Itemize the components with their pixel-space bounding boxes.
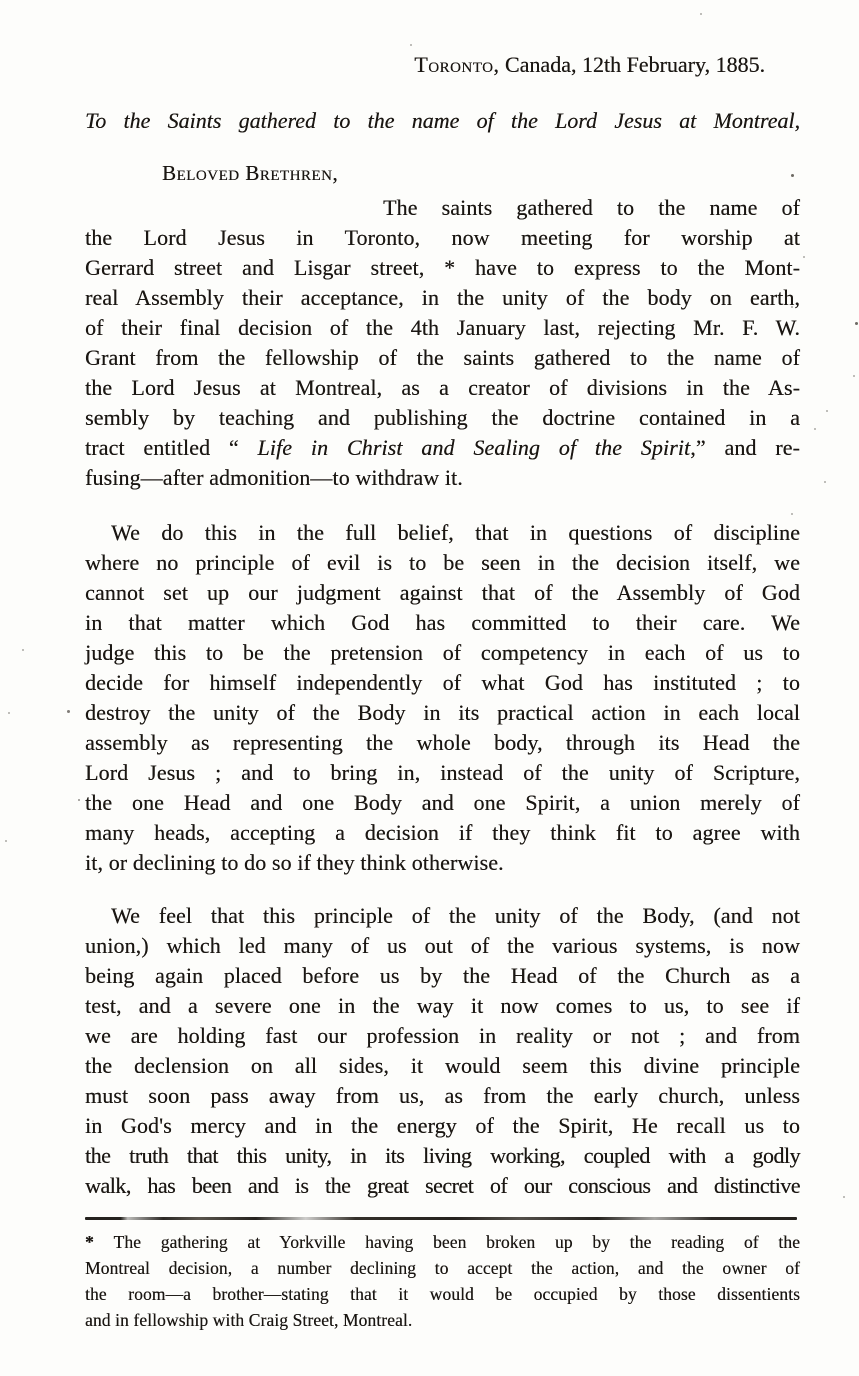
text-line — [85, 1111, 800, 1141]
text-segment: being again placed before us by the Head of the Church as a — [85, 963, 800, 988]
text-segment: we are holding fast our profession in reality or not ; and from — [85, 1023, 800, 1048]
text-segment: We do this in the full belief, that in questions of discipline — [111, 520, 800, 545]
dateline-date: Canada, 12th February, 1885. — [499, 52, 765, 77]
text-line — [85, 961, 800, 991]
text-line — [85, 1229, 800, 1255]
text-line — [85, 1021, 800, 1051]
text-segment: must soon pass away from us, as from the early church, unless — [85, 1083, 800, 1108]
text-segment: real Assembly their acceptance, in the unity of the body on earth, — [85, 285, 800, 310]
text-line — [85, 728, 800, 758]
text-segment: destroy the unity of the Body in its practical action in each local — [85, 700, 800, 725]
text-segment: Lord Jesus ; and to bring in, instead of the unity of Scripture, — [85, 760, 800, 785]
text-line — [85, 223, 800, 253]
italic-text: Life in Christ and Sealing of the Spirit — [257, 435, 691, 460]
text-line — [85, 1081, 800, 1111]
text-line — [85, 788, 800, 818]
text-segment: decide for himself independently of what God has instituted ; to — [85, 670, 800, 695]
text-segment: union,) which led many of us out of the various systems, is now — [85, 933, 800, 958]
text-segment: the truth that this unity, in its living working, coupled with a godly — [85, 1143, 800, 1168]
text-segment: it, or declining to do so if they think otherwise. — [85, 850, 504, 875]
text-line — [85, 848, 800, 878]
text-line — [85, 991, 800, 1021]
paragraph — [85, 518, 800, 878]
dateline — [85, 50, 800, 80]
text-segment: and in fellowship with Craig Street, Montreal. — [85, 1310, 413, 1330]
paragraph — [85, 901, 800, 1201]
paragraph — [85, 193, 800, 493]
text-segment: the room—a brother—stating that it would be occupied by those dissentients — [85, 1284, 800, 1304]
footnote-text — [85, 1229, 800, 1333]
text-segment: The saints gathered to the name of — [383, 195, 800, 220]
text-line — [85, 433, 800, 463]
text-line — [85, 638, 800, 668]
text-segment: in God's mercy and in the energy of the Spirit, He recall us to — [85, 1113, 800, 1138]
footnote-marker: * — [85, 1232, 114, 1252]
text-segment: the Lord Jesus at Montreal, as a creator of divisions in the As- — [85, 375, 800, 400]
text-segment: ,” and re- — [690, 435, 800, 460]
text-segment: where no principle of evil is to be seen in the decision itself, we — [85, 550, 800, 575]
text-segment: test, and a severe one in the way it now comes to us, to see if — [85, 993, 800, 1018]
text-line — [85, 608, 800, 638]
text-line — [85, 403, 800, 433]
text-segment: the Lord Jesus in Toronto, now meeting for worship at — [85, 225, 800, 250]
text-segment: Montreal decision, a number declining to accept the action, and the owner of — [85, 1258, 800, 1278]
text-line — [85, 1307, 800, 1333]
text-segment: We feel that this principle of the unity of the Body, (and not — [111, 903, 800, 928]
text-line — [85, 1171, 800, 1201]
text-line — [85, 548, 800, 578]
text-segment: in that matter which God has committed to their care. We — [85, 610, 800, 635]
text-segment: Grant from the fellowship of the saints gathered to the name of — [85, 345, 800, 370]
text-line — [85, 518, 800, 548]
text-segment: of their final decision of the 4th January last, rejecting Mr. F. W. — [85, 315, 800, 340]
salutation: Beloved Brethren, — [162, 161, 339, 185]
text-segment: The gathering at Yorkville having been broken up by the reading of the — [113, 1232, 800, 1252]
text-line — [85, 313, 800, 343]
text-line — [85, 283, 800, 313]
text-segment: many heads, accepting a decision if they think fit to agree with — [85, 820, 800, 845]
footnote-rule — [85, 1217, 797, 1220]
addressee-line: To the Saints gathered to the name of the Lord Jesus at Montreal, — [85, 108, 800, 133]
text-segment: tract entitled “ — [85, 435, 258, 460]
text-segment: walk, has been and is the great secret of our conscious and distinctive — [85, 1173, 800, 1198]
text-line — [85, 1255, 800, 1281]
text-line — [85, 193, 800, 223]
text-segment: assembly as representing the whole body, through its Head the — [85, 730, 800, 755]
text-line — [85, 253, 800, 283]
text-line — [85, 578, 800, 608]
text-segment: Gerrard street and Lisgar street, * have to express to the Mont- — [85, 255, 800, 280]
text-segment: fusing—after admonition—to withdraw it. — [85, 465, 463, 490]
text-line — [85, 373, 800, 403]
text-line — [85, 901, 800, 931]
text-line — [85, 758, 800, 788]
text-segment: judge this to be the pretension of competency in each of us to — [85, 640, 800, 665]
text-line — [85, 668, 800, 698]
text-segment: cannot set up our judgment against that of the Assembly of God — [85, 580, 800, 605]
text-segment: the declension on all sides, it would seem this divine principle — [85, 1053, 800, 1078]
text-line — [85, 463, 800, 493]
dateline-place: Toronto, — [414, 52, 500, 77]
text-line — [85, 698, 800, 728]
text-line — [85, 818, 800, 848]
text-line — [85, 1281, 800, 1307]
text-line — [85, 1051, 800, 1081]
text-segment: the one Head and one Body and one Spirit, a union merely of — [85, 790, 800, 815]
text-segment: sembly by teaching and publishing the doctrine contained in a — [85, 405, 800, 430]
letter-body — [85, 193, 800, 1201]
text-line — [85, 343, 800, 373]
text-line — [85, 931, 800, 961]
text-line — [85, 1141, 800, 1171]
